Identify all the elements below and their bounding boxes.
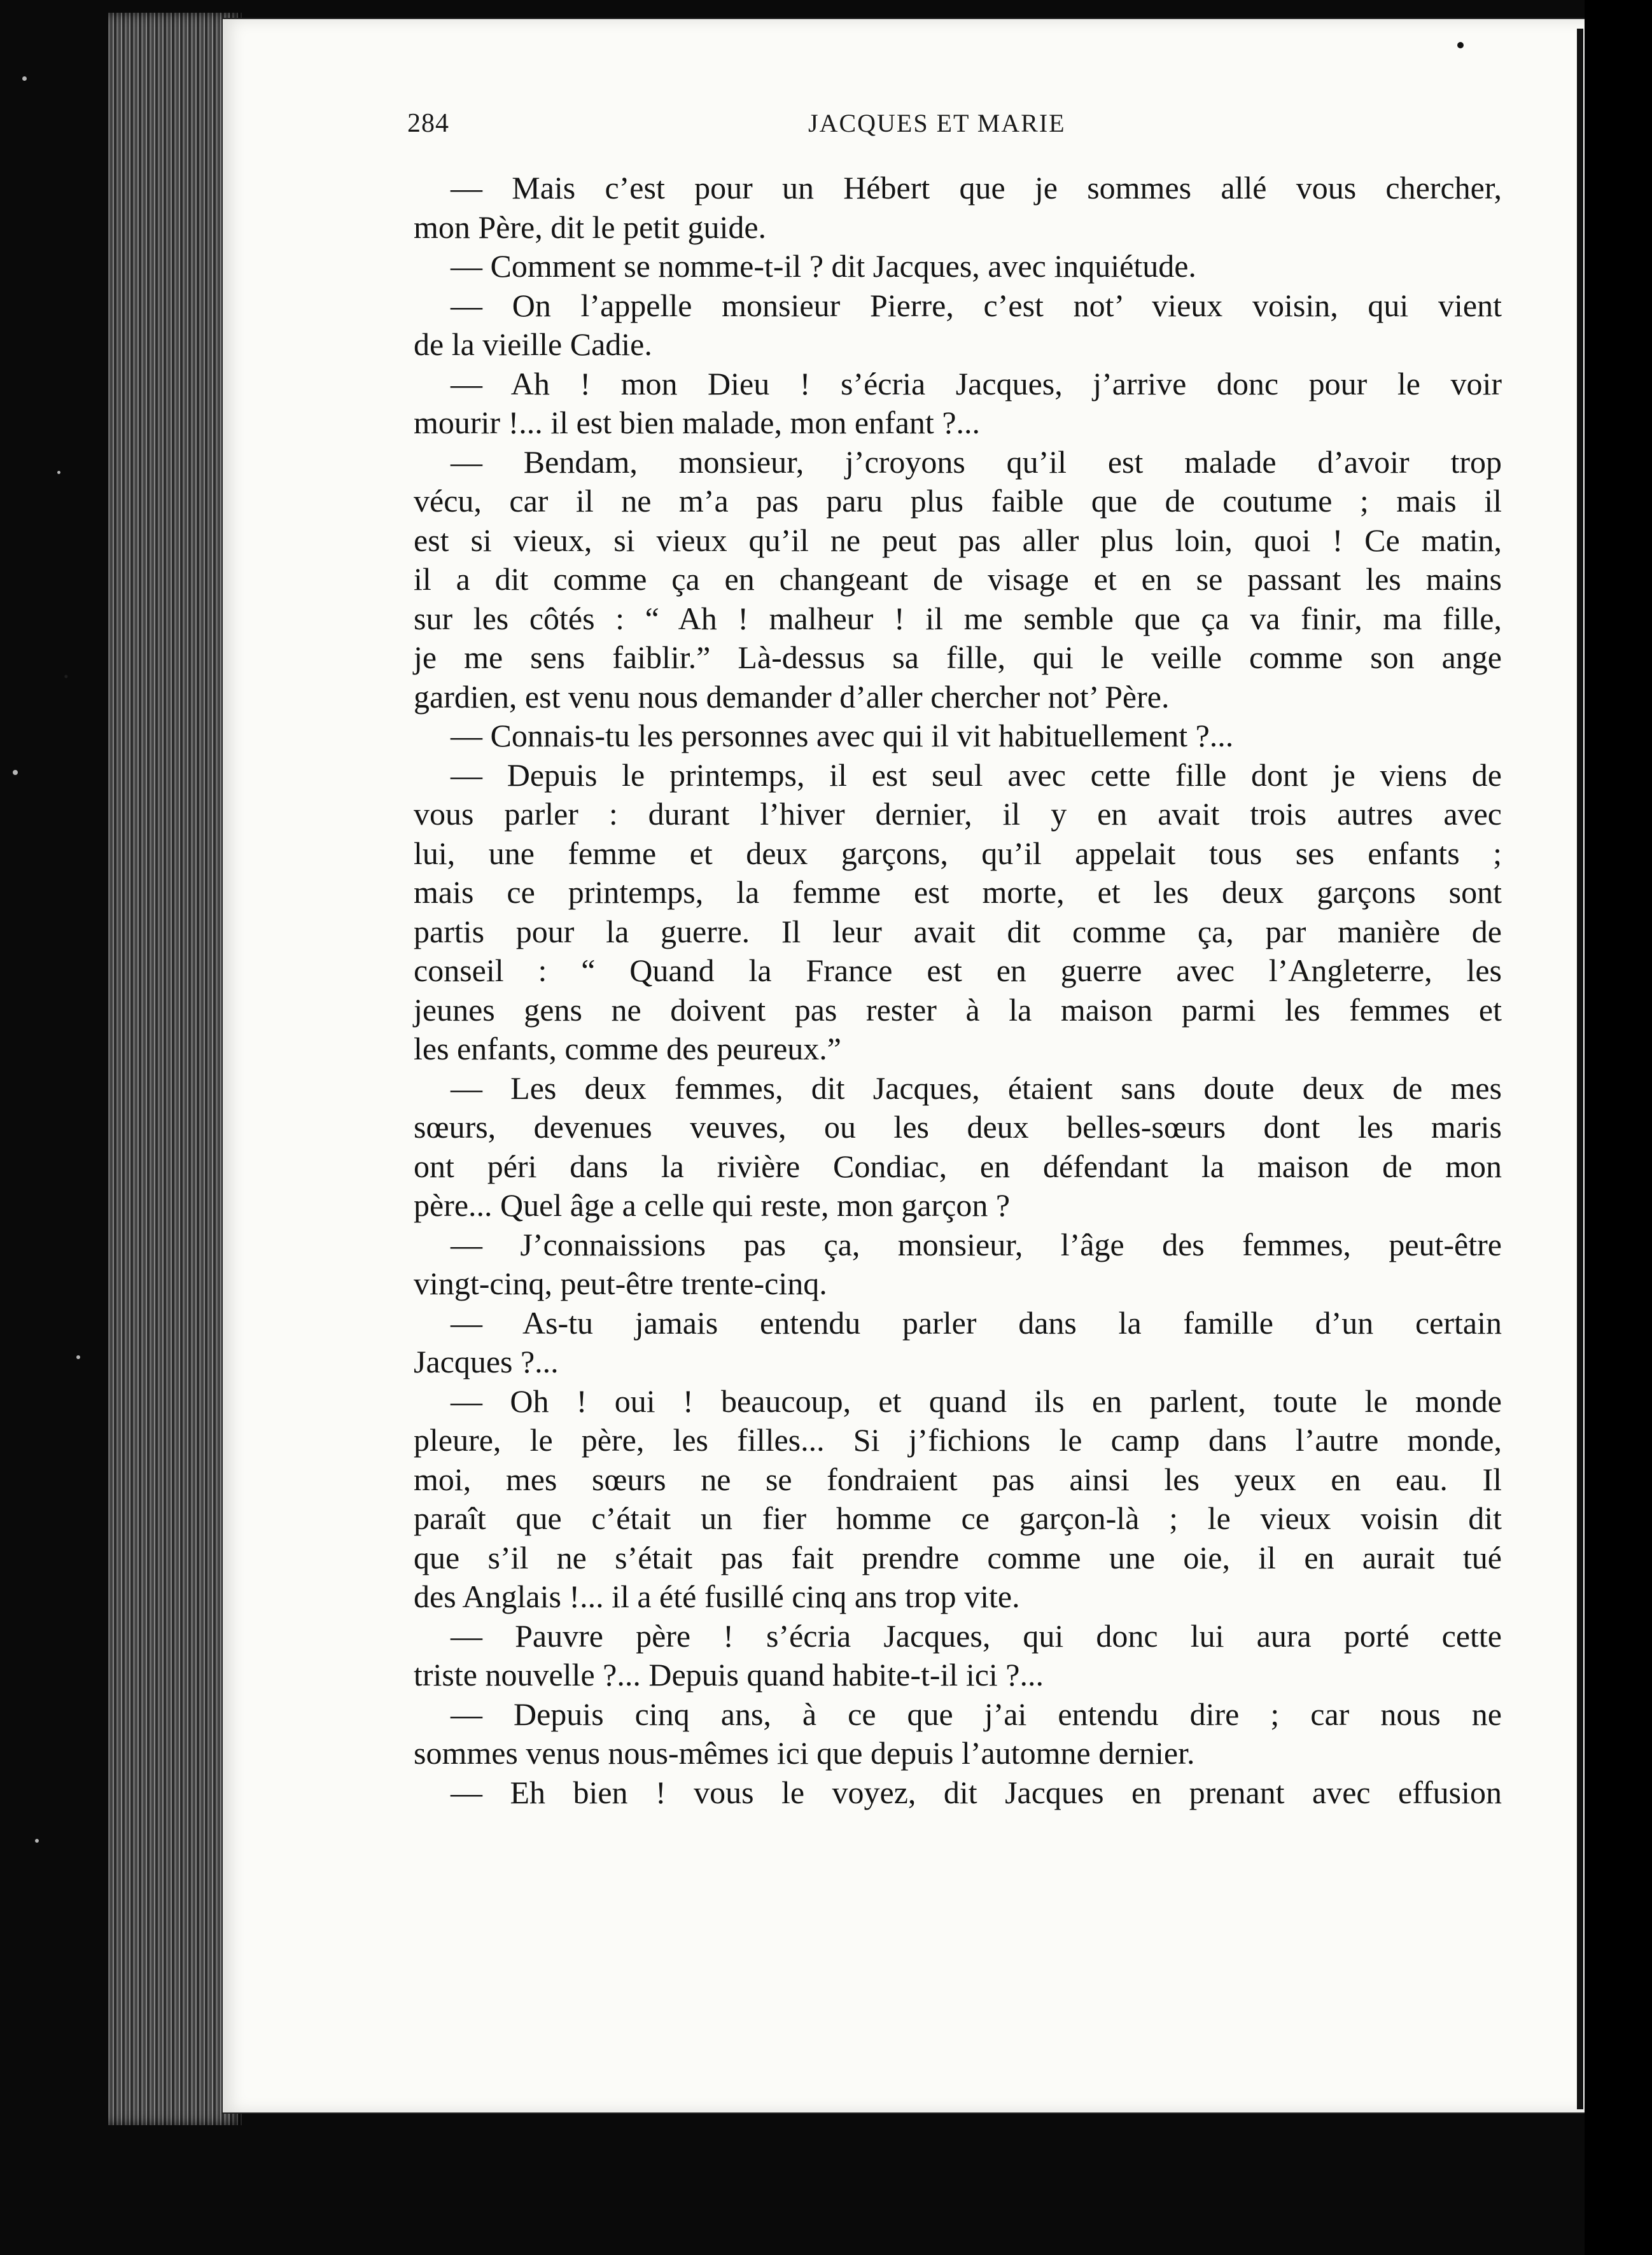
text-line: je me sens faiblir.” Là-dessus sa fille, qui le veille comme son ange: [414, 639, 1502, 675]
text-line: sœurs, devenues veuves, ou les deux belles-sœurs dont les maris: [414, 1109, 1502, 1145]
text-line: — As-tu jamais entendu parler dans la famille d’un certain: [451, 1304, 1502, 1341]
text-line: — Connais-tu les personnes avec qui il vit habituellement ?...: [451, 718, 1234, 753]
text-line: — J’connaissions pas ça, monsieur, l’âge des femmes, peut-être: [451, 1226, 1502, 1262]
scan-speck: [35, 1839, 39, 1843]
body-text: [414, 169, 1502, 1812]
text-line: moi, mes sœurs ne se fondraient pas ainsi les yeux en eau. Il: [414, 1461, 1502, 1497]
text-line: lui, une femme et deux garçons, qu’il appelait tous ses enfants ;: [414, 835, 1502, 871]
text-line: — Ah ! mon Dieu ! s’écria Jacques, j’arrive donc pour le voir: [451, 365, 1502, 401]
text-line: gardien, est venu nous demander d’aller chercher not’ Père.: [414, 678, 1170, 715]
scan-speck: [76, 1355, 80, 1359]
text-line: sur les côtés : “ Ah ! malheur ! il me semble que ça va finir, ma fille,: [414, 600, 1502, 636]
scan-speck: [57, 471, 60, 474]
running-title: JACQUES ET MARIE: [808, 109, 1066, 137]
text-line: jeunes gens ne doivent pas rester à la maison parmi les femmes et: [414, 991, 1502, 1028]
text-line: — Oh ! oui ! beaucoup, et quand ils en parlent, toute le monde: [451, 1383, 1502, 1419]
text-line: — Bendam, monsieur, j’croyons qu’il est malade d’avoir trop: [451, 443, 1502, 480]
book-page-edges: [108, 13, 242, 2125]
text-line: — Comment se nomme-t-il ? dit Jacques, avec inquiétude.: [451, 248, 1196, 284]
text-line: mon Père, dit le petit guide.: [414, 209, 767, 245]
page-number: 284: [407, 109, 449, 138]
text-line: — On l’appelle monsieur Pierre, c’est not’ vieux voisin, qui vient: [451, 287, 1502, 323]
text-line: de la vieille Cadie.: [414, 326, 652, 362]
text-line: il a dit comme ça en changeant de visage et en se passant les mains: [414, 561, 1502, 597]
text-line: conseil : “ Quand la France est en guerre avec l’Angleterre, les: [414, 953, 1502, 988]
text-line: père... Quel âge a celle qui reste, mon garçon ?: [414, 1187, 1011, 1223]
text-line: les enfants, comme des peureux.”: [414, 1031, 841, 1066]
text-line: — Depuis le printemps, il est seul avec cette fille dont je viens de: [451, 757, 1502, 793]
text-line: triste nouvelle ?... Depuis quand habite-t-il ici ?...: [414, 1657, 1044, 1693]
text-line: mourir !... il est bien malade, mon enfant ?...: [414, 405, 981, 440]
text-line: mais ce printemps, la femme est morte, et les deux garçons sont: [414, 874, 1502, 910]
gutter-shadow: [1577, 29, 1583, 2109]
text-line: pleure, le père, les filles... Si j’fichions le camp dans l’autre monde,: [414, 1422, 1502, 1458]
text-line: vingt-cinq, peut-être trente-cinq.: [414, 1266, 827, 1301]
page-header: [407, 102, 1438, 146]
text-line: est si vieux, si vieux qu’il ne peut pas aller plus loin, quoi ! Ce matin,: [414, 522, 1502, 558]
text-line: — Les deux femmes, dit Jacques, étaient sans doute deux de mes: [451, 1070, 1502, 1106]
scan-right-border: [1585, 0, 1652, 2255]
text-line: ont péri dans la rivière Condiac, en défendant la maison de mon: [414, 1148, 1502, 1184]
text-line: vécu, car il ne m’a pas paru plus faible que de coutume ; mais il: [414, 483, 1502, 519]
scan-speck: [22, 76, 27, 81]
scan-speck: [13, 770, 18, 775]
text-line: partis pour la guerre. Il leur avait dit comme ça, par manière de: [414, 913, 1502, 949]
text-line: des Anglais !... il a été fusillé cinq ans trop vite.: [414, 1579, 1020, 1614]
text-line: — Pauvre père ! s’écria Jacques, qui donc lui aura porté cette: [451, 1617, 1502, 1654]
text-line: sommes venus nous-mêmes ici que depuis l’automne dernier.: [414, 1735, 1195, 1771]
ink-dot: [1457, 42, 1464, 48]
text-line: — Eh bien ! vous le voyez, dit Jacques en prenant avec effusion: [451, 1774, 1502, 1810]
text-line: — Depuis cinq ans, à ce que j’ai entendu dire ; car nous ne: [451, 1696, 1502, 1732]
text-line: que s’il ne s’était pas fait prendre comme une oie, il en aurait tué: [414, 1539, 1502, 1575]
text-line: paraît que c’était un fier homme ce garçon-là ; le vieux voisin dit: [414, 1500, 1502, 1536]
text-line: Jacques ?...: [414, 1344, 559, 1379]
text-line: — Mais c’est pour un Hébert que je sommes allé vous chercher,: [451, 170, 1502, 206]
text-line: vous parler : durant l’hiver dernier, il y en avait trois autres avec: [414, 796, 1502, 832]
